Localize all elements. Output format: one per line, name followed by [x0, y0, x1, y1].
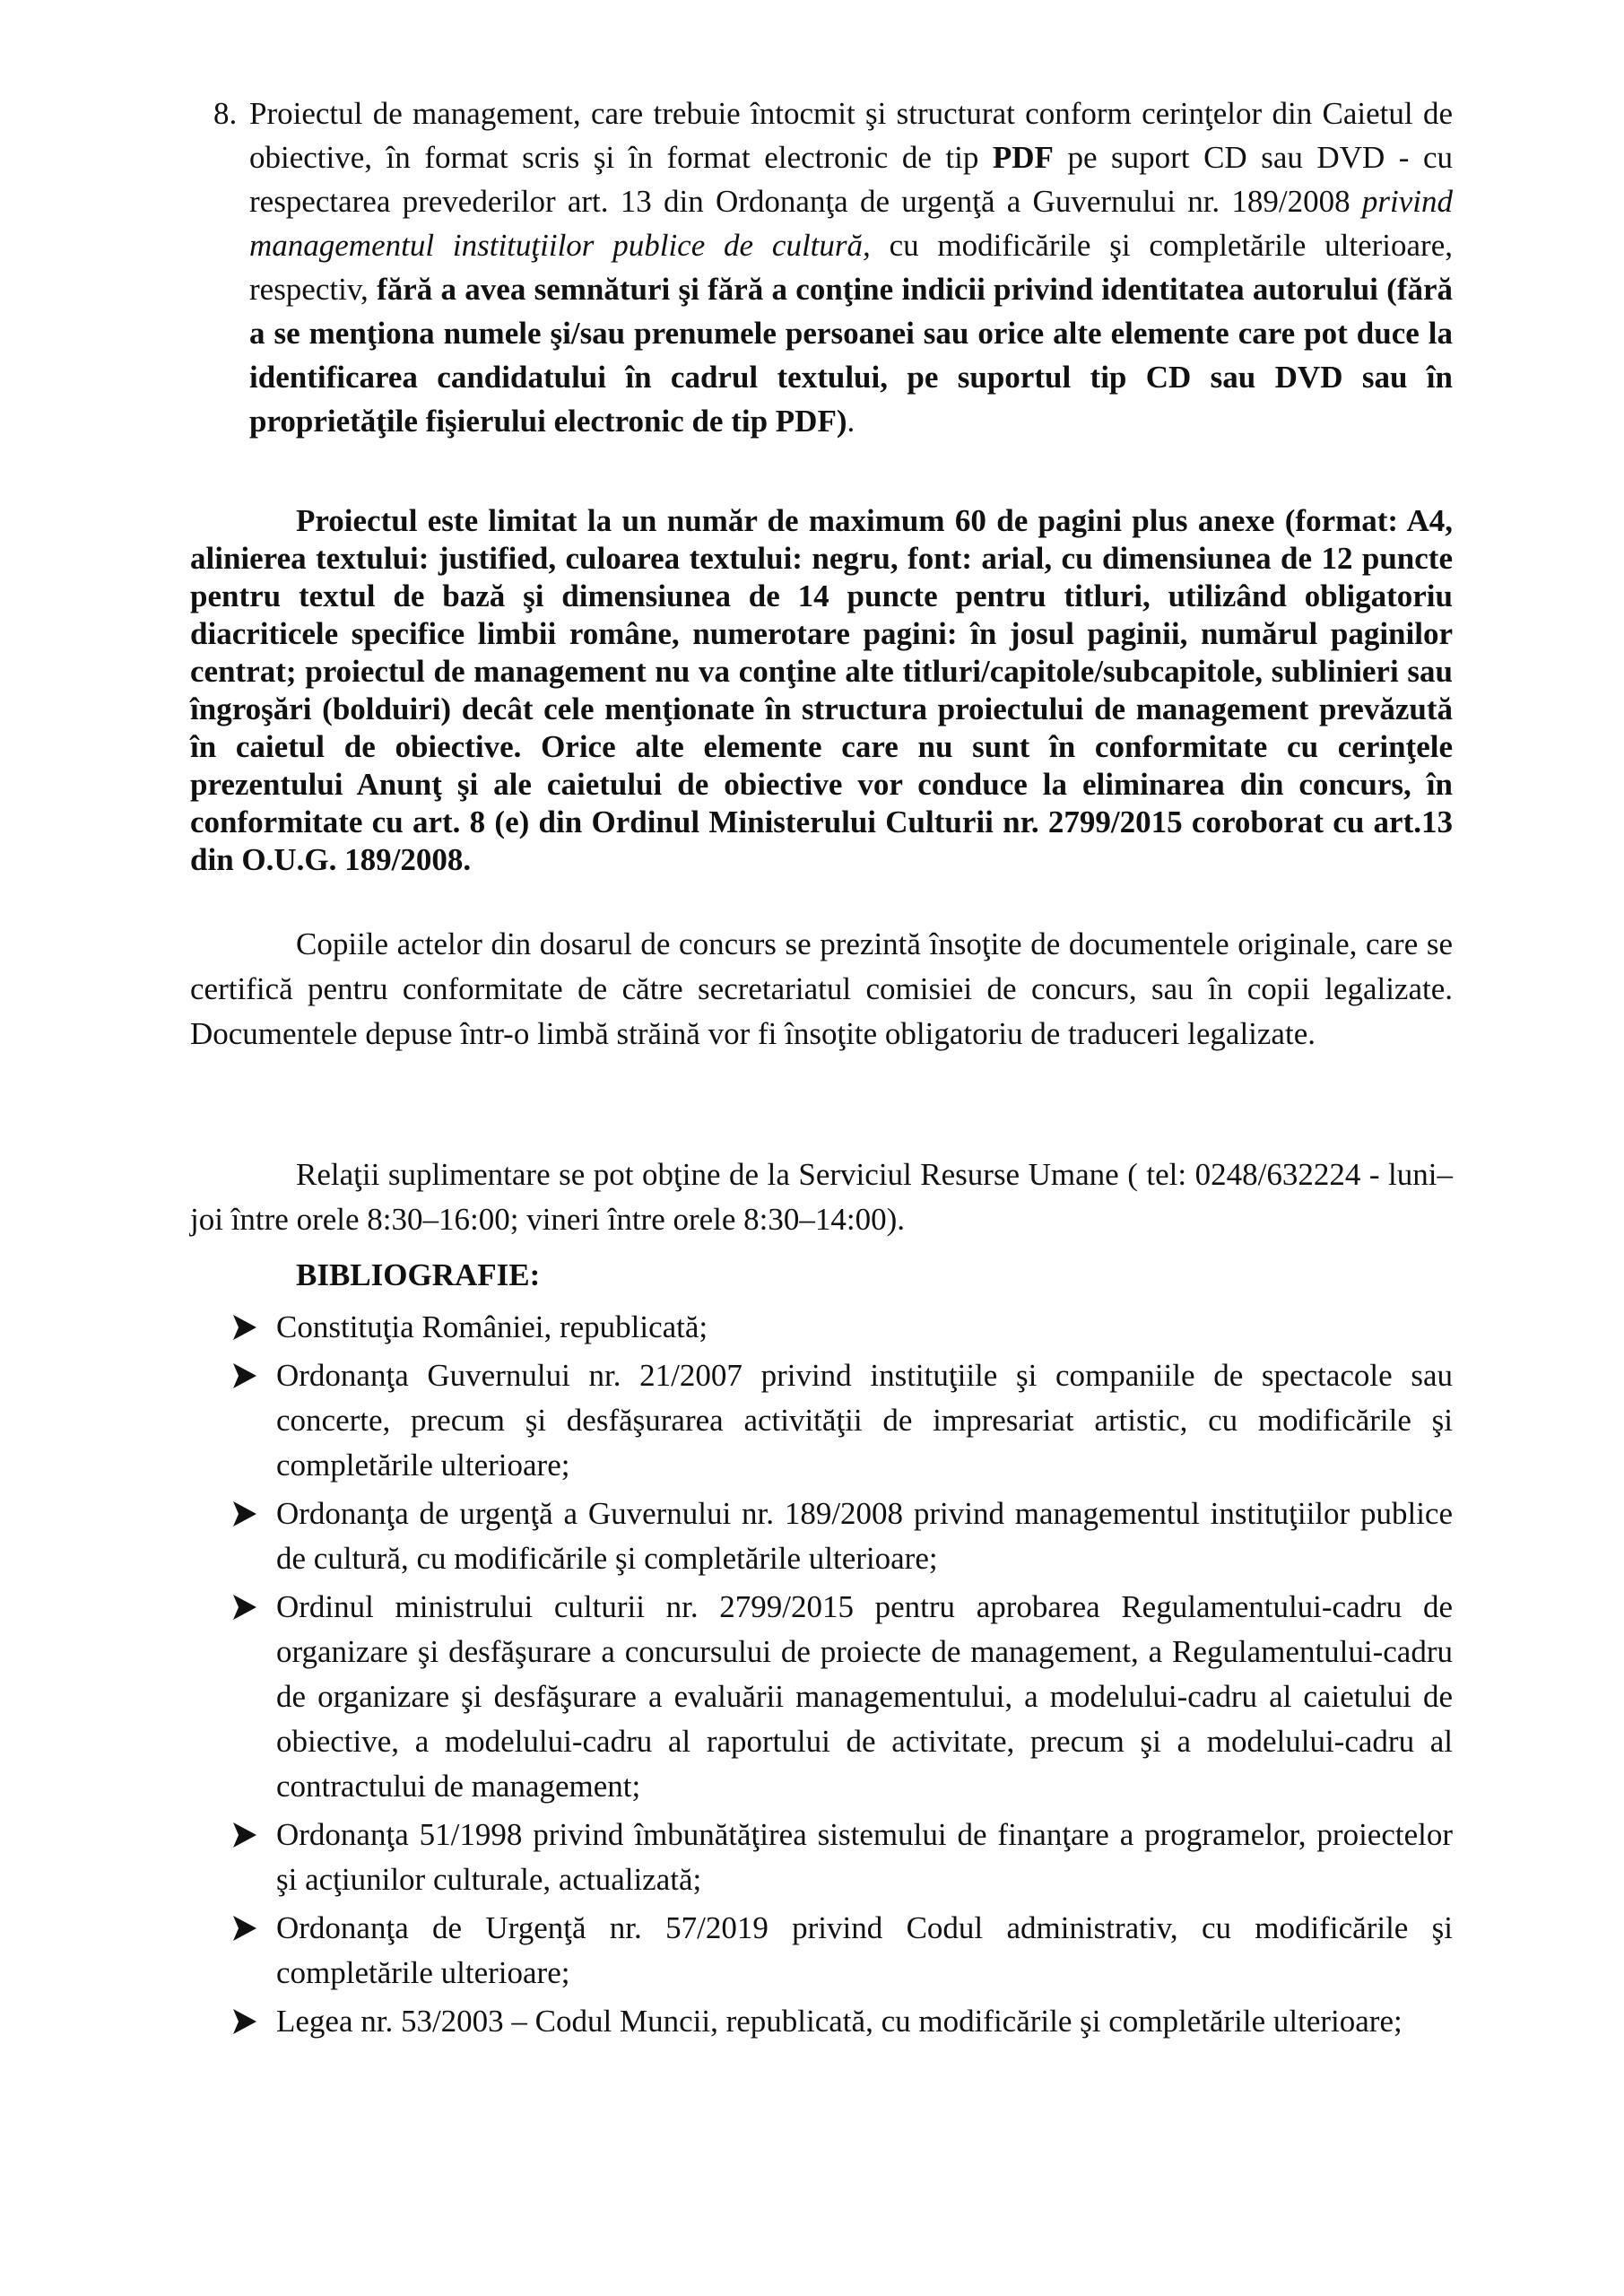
bibliography-title: BIBLIOGRAFIE: [296, 1257, 541, 1292]
bibliography-list [231, 1305, 1453, 2048]
arrow-bullet-icon [231, 1312, 258, 1343]
copies-paragraph: Copiile actelor din dosarul de concurs se prezintă însoţite de documentele originale, care se certifică pentru conformitate de către secretariatul comisiei de concurs, sau în copii legalizate. Documentele depuse într-o limbă străină vor fi însoţite obligatoriu de traduceri legalizate. [190, 926, 1453, 1051]
arrow-bullet-icon [231, 1592, 258, 1622]
bibliography-item: Constituţia României, republicată; [231, 1305, 1453, 1350]
bibliography-item: Ordonanţa Guvernului nr. 21/2007 privind instituţiile şi companiile de spectacole sau concerte, precum şi desfăşurarea activităţii de impresariat artistic, cu modificările şi completările ulterioare; [231, 1353, 1453, 1488]
bibliography-item: Legea nr. 53/2003 – Codul Muncii, republicată, cu modificările şi completările ulterioare; [231, 1999, 1453, 2044]
bibliography-item: Ordonanţa de urgenţă a Guvernului nr. 189/2008 privind managementul instituţiilor publice de cultură, cu modificările şi completările ulterioare; [231, 1492, 1453, 1581]
item8-text: Proiectul de management, care trebuie întocmit şi structurat conform cerinţelor din Caietul de obiective, în format scris şi în format electronic de tip PDF pe suport CD sau DVD - cu respectarea prevederilor art. 13 din Ordonanţa de urgenţă a Guvernului nr. 189/2008 privind managementul instituţiilor publice de cultură, cu modificările şi completările ulterioare, respectiv, fără a avea semnături şi fără a conţine indicii privind identitatea autorului (fără a se menţiona numele şi/sau prenumele persoanei sau orice alte elemente care pot duce la identificarea candidatului în cadrul textului, pe suportul tip CD sau DVD sau în proprietăţile fişierului electronic de tip PDF). [249, 96, 1454, 439]
list-item-8 [213, 91, 1454, 443]
bibliography-item: Ordonanţa 51/1998 privind îmbunătăţirea sistemului de finanţare a programelor, proiectelor şi acţiunilor culturale, actualizată; [231, 1813, 1453, 1902]
list-number: 8. [213, 96, 238, 131]
bibliography-item: Ordinul ministrului culturii nr. 2799/2015 pentru aprobarea Regulamentului-cadru de organizare şi desfăşurare a concursului de proiecte de management, a Regulamentului-cadru de organizare şi desfăşurare a evaluării managementului, a modelului-cadru al caietului de obiective, a modelului-cadru al raportului de activitate, precum şi a modelului-cadru al contractului de management; [231, 1585, 1453, 1809]
page-limit-paragraph: Proiectul este limitat la un număr de maximum 60 de pagini plus anexe (format: A4, alinierea textului: justified, culoarea textului: negru, font: arial, cu dimensiunea de 12 puncte pentru textul de bază şi dimensiunea de 14 puncte pentru titluri, utilizând obligatoriu diacriticele specifice limbii române, numerotare pagini: în josul paginii, numărul paginilor centrat; proiectul de management nu va conţine alte titluri/capitole/subcapitole, sublinieri sau îngroşări (bolduiri) decât cele menţionate în structura proiectului de management prevăzută în caietul de obiective. Orice alte elemente care nu sunt în conformitate cu cerinţele prezentului Anunţ şi ale caietului de obiective vor conduce la eliminarea din concurs, în conformitate cu art. 8 (e) din Ordinul Ministerului Culturii nr. 2799/2015 coroborat cu art.13 din O.U.G. 189/2008. [190, 503, 1453, 877]
arrow-bullet-icon [231, 2006, 258, 2037]
bibliography-item: Ordonanţa de Urgenţă nr. 57/2019 privind Codul administrativ, cu modificările şi completările ulterioare; [231, 1906, 1453, 1996]
arrow-bullet-icon [231, 1820, 258, 1850]
relations-paragraph: Relaţii suplimentare se pot obţine de la Serviciul Resurse Umane ( tel: 0248/632224 - luni–joi între orele 8:30–16:00; vineri între orele 8:30–14:00). [190, 1157, 1453, 1237]
arrow-bullet-icon [231, 1499, 258, 1529]
arrow-bullet-icon [231, 1361, 258, 1391]
arrow-bullet-icon [231, 1913, 258, 1944]
